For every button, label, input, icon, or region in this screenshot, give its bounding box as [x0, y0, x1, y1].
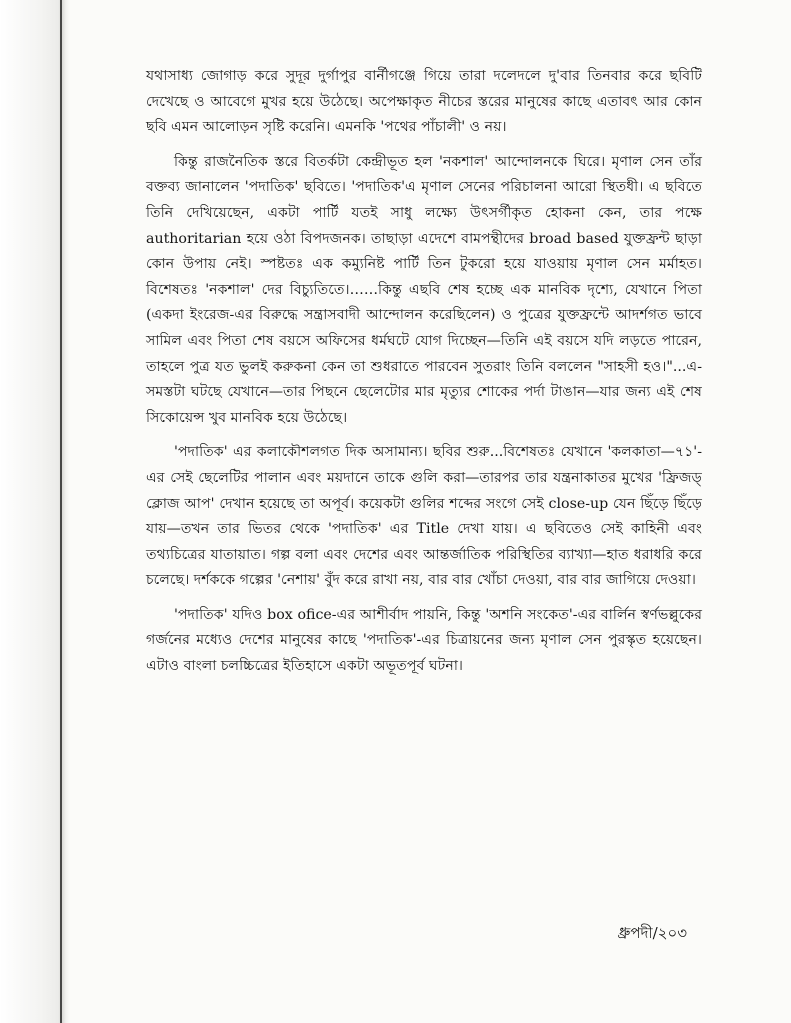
page-footer-label: ধ্রুপদী/২০৩ [617, 924, 687, 942]
paragraph-3: 'পদাতিক' এর কলাকৌশলগত দিক অসামান্য। ছবির শুরু...বিশেষতঃ যেখানে 'কলকাতা—৭১'-এর সেই ছেলেটির পালান এবং ময়দানে তাকে গুলি করা—তারপর তার যন্ত্রনাকাতর মুখের 'ফ্রিজড্ ক্লোজ আপ' দেখান হয়েছে তা অপূর্ব। কয়েকটা গুলির শব্দের সংগে সেই close-up যেন ছিঁড়ে ছিঁড়ে যায়—তখন তার ভিতর থেকে 'পদাতিক' এর Title দেখা যায়। এ ছবিতেও সেই কাহিনী এবং তথ্যচিত্রের যাতায়াত। গল্প বলা এবং দেশের এবং আন্তর্জাতিক পরিস্থিতির ব্যাখ্যা—হাত ধরাধরি করে চলেছে। দর্শককে গল্পের 'নেশায়' বুঁদ করে রাখা নয়, বার বার খোঁচা দেওয়া, বার বার জাগিয়ে দেওয়া। [146, 444, 702, 589]
paragraph-2: কিন্তু রাজনৈতিক স্তরে বিতর্কটা কেন্দ্রীভূত হল 'নকশাল' আন্দোলনকে ঘিরে। মৃণাল সেন তাঁর বক্তব্য জানালেন 'পদাতিক' ছবিতে। 'পদাতিক'এ মৃণাল সেনের পরিচালনা আরো স্থিতধী। এ ছবিতে তিনি দেখিয়েছেন, একটা পার্টি যতই সাধু লক্ষ্যে উৎসর্গীকৃত হোকনা কেন, তার পক্ষে authoritarian হয়ে ওঠা বিপদজনক। তাছাড়া এদেশে বামপন্থীদের broad based যুক্তফ্রন্ট ছাড়া কোন উপায় নেই। স্পষ্টতঃ এক কম্যুনিষ্ট পার্টি তিন টুকরো হয়ে যাওয়ায় মৃণাল সেন মর্মাহত। বিশেষতঃ 'নকশাল' দের বিচ্যুতিতে।……কিন্তু এছবি শেষ হচ্ছে এক মানবিক দৃশ্যে, যেখানে পিতা (একদা ইংরেজ-এর বিরুদ্ধে সন্ত্রাসবাদী আন্দোলন করেছিলেন) ও পুত্রের যুক্তফ্রন্টে আদর্শগত ভাবে সামিল এবং পিতা শেষ বয়সে অফিসের ধর্মঘটে যোগ দিচ্ছেন—তিনি এই বয়সে যদি লড়তে পারেন, তাহলে পুত্র যত ভুলই করুকনা কেন তা শুধরাতে পারবেন সুতরাং তিনি বললেন "সাহসী হও।"...এ-সমস্তটা ঘটছে যেখানে—তার পিছনে ছেলেটোর মার মৃত্যুর শোকের পর্দা টাঙান—যার জন্য এই শেষ সিকোয়েন্স খুব মানবিক হয়ে উঠেছে। [146, 153, 702, 426]
paragraph-4: 'পদাতিক' যদিও box ofice-এর আশীর্বাদ পায়নি, কিন্তু 'অশনি সংকেত'-এর বার্লিন স্বর্ণভল্লুকের গর্জনের মধ্যেও দেশের মানুষের কাছে 'পদাতিক'-এর চিত্রায়নের জন্য মৃণাল সেন পুরস্কৃত হয়েছেন। এটাও বাংলা চলচ্চিত্রের ইতিহাসে একটা অভূতপূর্ব ঘটনা। [146, 606, 702, 675]
paragraph-1: যথাসাধ্য জোগাড় করে সুদূর দুর্গাপুর বার্নীগঞ্জে গিয়ে তারা দলেদলে দু'বার তিনবার করে ছবিটি দেখেছে ও আবেগে মুখর হয়ে উঠেছে। অপেক্ষাকৃত নীচের স্তরের মানুষের কাছে এতাবৎ আর কোন ছবি এমন আলোড়ন সৃষ্টি করেনি। এমনকি 'পথের পাঁচালী' ও নয়। [146, 68, 702, 136]
body-text [146, 64, 702, 689]
page-edge-line [60, 0, 62, 1023]
